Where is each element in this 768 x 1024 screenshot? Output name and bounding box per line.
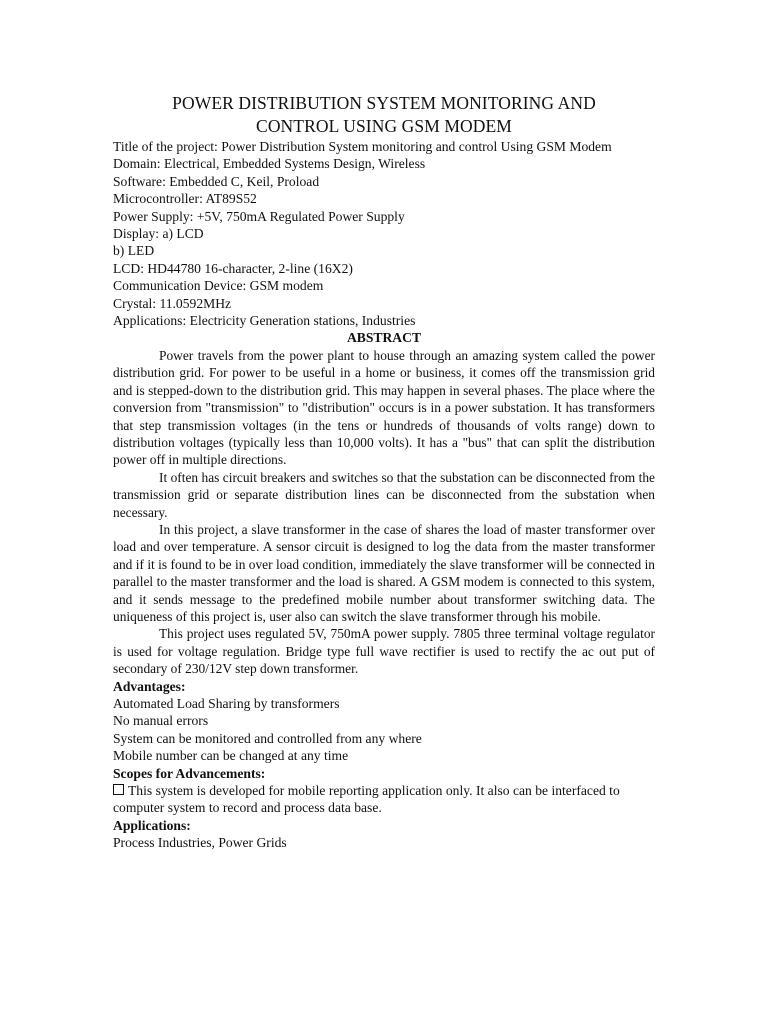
abstract-paragraph-3: In this project, a slave transformer in the case of shares the load of master transformer over load and over temperature. A sensor circuit is designed to log the data from the master transformer and if it is found to be in over load condition, immediately the slave transformer will be connected in parallel to the master transformer and the load is shared. A GSM modem is connected to this system, and it sends message to the predefined mobile number about transformer switching data. The uniqueness of this project is, user also can switch the slave transformer through his mobile.: [113, 521, 655, 624]
applications-text: Process Industries, Power Grids: [113, 835, 287, 851]
checkbox-bullet-icon: [113, 784, 124, 795]
advantage-item: Mobile number can be changed at any time: [113, 748, 349, 764]
advantage-item: No manual errors: [113, 713, 209, 729]
spec-microcontroller: Microcontroller: AT89S52: [113, 191, 257, 207]
spec-applications: Applications: Electricity Generation stations, Industries: [113, 313, 416, 329]
abstract-paragraph-4: This project uses regulated 5V, 750mA power supply. 7805 three terminal voltage regulator is used for voltage regulation. Bridge type full wave rectifier is used to rectify the ac out put of secondary of 230/12V step down transformer.: [113, 626, 655, 677]
project-specs: [113, 138, 655, 329]
title-line-1: POWER DISTRIBUTION SYSTEM MONITORING AND: [172, 93, 596, 113]
scopes-heading: Scopes for Advancements:: [113, 765, 266, 781]
abstract-heading: ABSTRACT: [346, 330, 422, 346]
scope-item-text: This system is developed for mobile reporting application only. It also can be interfaced to computer system to record and process data base.: [113, 783, 620, 816]
spec-display-led: b) LED: [113, 243, 155, 259]
advantage-item: Automated Load Sharing by transformers: [113, 696, 340, 711]
abstract-paragraph-1: Power travels from the power plant to house through an amazing system called the power distribution grid. For power to be useful in a home or business, it comes off the transmission grid and is stepped-down to the distribution grid. This may happen in several phases. The place where the conversion from "transmission" to "distribution" occurs is in a power substation. It has transformers that step transmission voltages (in the tens or hundreds of thousands of volts range) down to distribution voltages (typically less than 10,000 volts). It has a "bus" that can split the distribution power off in multiple directions.: [113, 347, 655, 468]
document-page: [113, 92, 655, 852]
spec-domain: Domain: Electrical, Embedded Systems Design, Wireless: [113, 156, 426, 172]
abstract-paragraph-2: It often has circuit breakers and switches so that the substation can be disconnected from the transmission grid or separate distribution lines can be disconnected from the substation when necessary.: [113, 469, 655, 520]
advantage-item: System can be monitored and controlled from any where: [113, 730, 422, 746]
applications-heading: Applications:: [113, 817, 191, 833]
spec-display: Display: a) LCD: [113, 226, 204, 242]
spec-project-title: Title of the project: Power Distribution System monitoring and control Using GSM Modem: [113, 139, 612, 154]
scope-item: [113, 782, 655, 817]
spec-power-supply: Power Supply: +5V, 750mA Regulated Power Supply: [113, 208, 405, 224]
spec-lcd: LCD: HD44780 16-character, 2-line (16X2): [113, 260, 353, 276]
spec-crystal: Crystal: 11.0592MHz: [113, 295, 232, 311]
spec-software: Software: Embedded C, Keil, Proload: [113, 173, 320, 189]
document-title: [113, 92, 655, 137]
advantages-heading: Advantages:: [113, 678, 186, 694]
title-line-2: CONTROL USING GSM MODEM: [256, 115, 512, 136]
spec-communication-device: Communication Device: GSM modem: [113, 278, 324, 294]
